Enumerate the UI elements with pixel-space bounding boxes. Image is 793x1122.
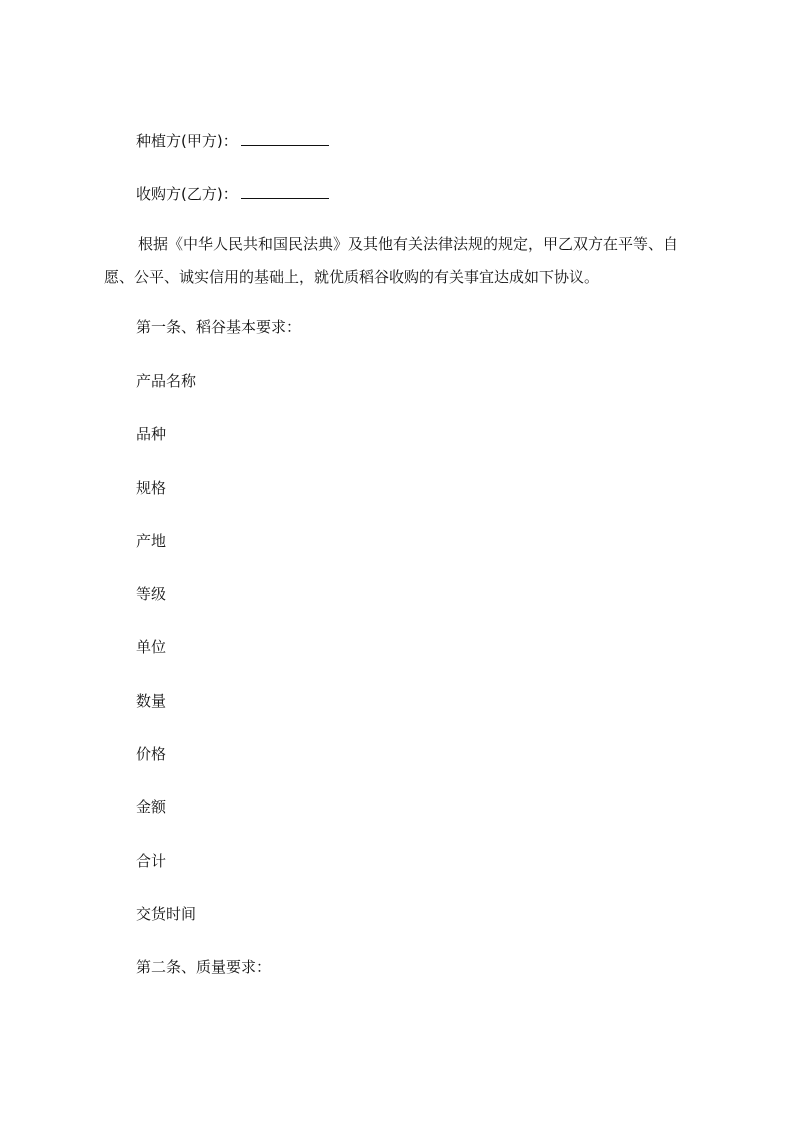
item-origin: 产地 xyxy=(136,532,167,550)
preamble-paragraph: 根据《中华人民共和国民法典》及其他有关法律法规的规定，甲乙双方在平等、自愿、公平、诚实信用的基础上，就优质稻谷收购的有关事宜达成如下协议。 xyxy=(104,235,679,286)
item-total: 合计 xyxy=(136,852,167,870)
planter-party-blank xyxy=(241,131,329,146)
item-unit: 单位 xyxy=(136,638,167,656)
item-variety: 品种 xyxy=(136,425,167,443)
item-grade: 等级 xyxy=(136,585,167,603)
buyer-party-line xyxy=(136,184,329,204)
planter-party-label: 种植方(甲方)： xyxy=(136,132,238,150)
buyer-party-blank xyxy=(241,184,329,199)
planter-party-line xyxy=(136,131,329,151)
item-amount: 金额 xyxy=(136,798,167,816)
item-delivery-time: 交货时间 xyxy=(136,905,197,923)
item-product-name: 产品名称 xyxy=(136,372,197,390)
item-specification: 规格 xyxy=(136,479,167,497)
item-price: 价格 xyxy=(136,745,167,763)
buyer-party-label: 收购方(乙方)： xyxy=(136,185,238,203)
article-2-title: 第二条、质量要求： xyxy=(136,958,272,976)
article-1-title: 第一条、稻谷基本要求： xyxy=(136,318,302,336)
item-quantity: 数量 xyxy=(136,692,167,710)
